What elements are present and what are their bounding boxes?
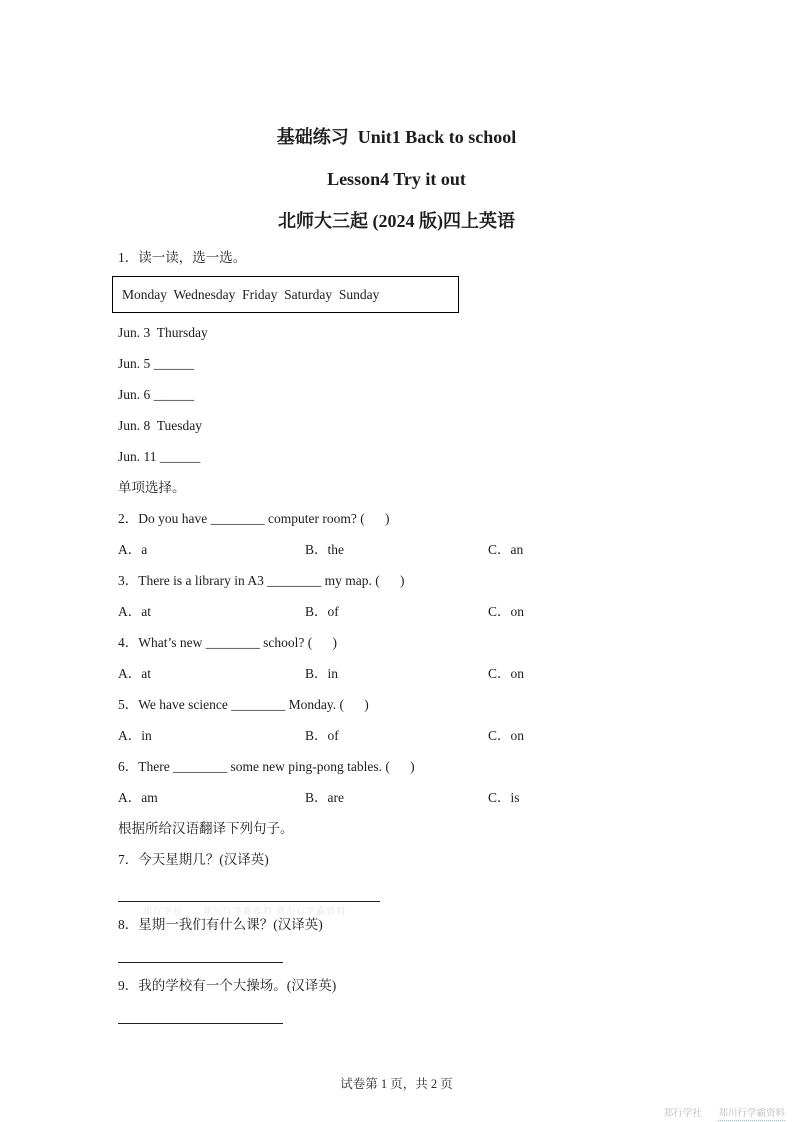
question-text: 5．We have science ________ Monday. ( ): [118, 697, 369, 712]
option-a: A．a: [118, 542, 148, 557]
answer-blank-line: [118, 1001, 283, 1024]
options-row: [118, 596, 733, 627]
date-item: Jun. 3 Thursday: [118, 325, 208, 340]
question-text: 8．星期一我们有什么课？(汉译英): [118, 917, 323, 932]
date-item: Jun. 8 Tuesday: [118, 418, 203, 433]
word-bank-words: Monday Wednesday Friday Saturday Sunday: [122, 286, 380, 302]
option-c: C．on: [488, 728, 525, 743]
section1-instruction: 1．读一读，选一选。: [118, 250, 247, 265]
question-text: 7．今天星期几？(汉译英): [118, 852, 269, 867]
options-row: [118, 720, 733, 751]
option-a: A．in: [118, 728, 152, 743]
option-c: C．an: [488, 542, 524, 557]
option-c: C．on: [488, 666, 525, 681]
question-text: 9．我的学校有一个大操场。(汉译英): [118, 978, 337, 993]
options-row: [118, 534, 733, 565]
question-text: 2．Do you have ________ computer room? ( ): [118, 511, 390, 526]
option-a: A．at: [118, 666, 151, 681]
corner-watermark-right: 郑川行学霸资料: [718, 1108, 785, 1119]
option-c: C．on: [488, 604, 525, 619]
option-b: B．the: [305, 542, 344, 557]
answer-blank-line: [118, 875, 380, 902]
answer-blank-line: [118, 940, 283, 963]
question-text: 6．There ________ some new ping-pong tables. ( ): [118, 759, 415, 774]
option-c: C．is: [488, 790, 520, 805]
options-row: [118, 782, 733, 813]
corner-watermark-left: 郑行学社: [663, 1108, 702, 1119]
worksheet-content: [0, 242, 793, 1024]
page-footer: 试卷第 1 页，共 2 页: [340, 1077, 453, 1091]
question-text: 3．There is a library in A3 ________ my map. ( ): [118, 573, 405, 588]
corner-watermark: [650, 1105, 785, 1119]
page-title: 基础练习 Unit1 Back to school: [276, 127, 517, 147]
word-bank-box: [112, 276, 459, 313]
options-row: [118, 658, 733, 689]
question-text: 4．What’s new ________ school? ( ): [118, 635, 337, 650]
option-b: B．are: [305, 790, 344, 805]
page-subtitle-edition: 北师大三起 (2024 版)四上英语: [278, 211, 515, 231]
option-a: A．am: [118, 790, 158, 805]
faint-watermark: 郑行学社 郑川行学霸资料 郑川行学霸资料: [143, 906, 347, 916]
date-item: Jun. 11 ______: [118, 449, 201, 464]
option-b: B．of: [305, 604, 339, 619]
option-b: B．in: [305, 666, 339, 681]
date-item: Jun. 5 ______: [118, 356, 195, 371]
option-a: A．at: [118, 604, 151, 619]
page-subtitle-lesson: Lesson4 Try it out: [327, 169, 466, 189]
section2-instruction: 单项选择。: [118, 480, 186, 495]
date-matching-list: [118, 317, 733, 472]
section3-instruction: 根据所给汉语翻译下列句子。: [118, 821, 294, 836]
option-b: B．of: [305, 728, 339, 743]
date-item: Jun. 6 ______: [118, 387, 195, 402]
title-block: [0, 0, 793, 242]
